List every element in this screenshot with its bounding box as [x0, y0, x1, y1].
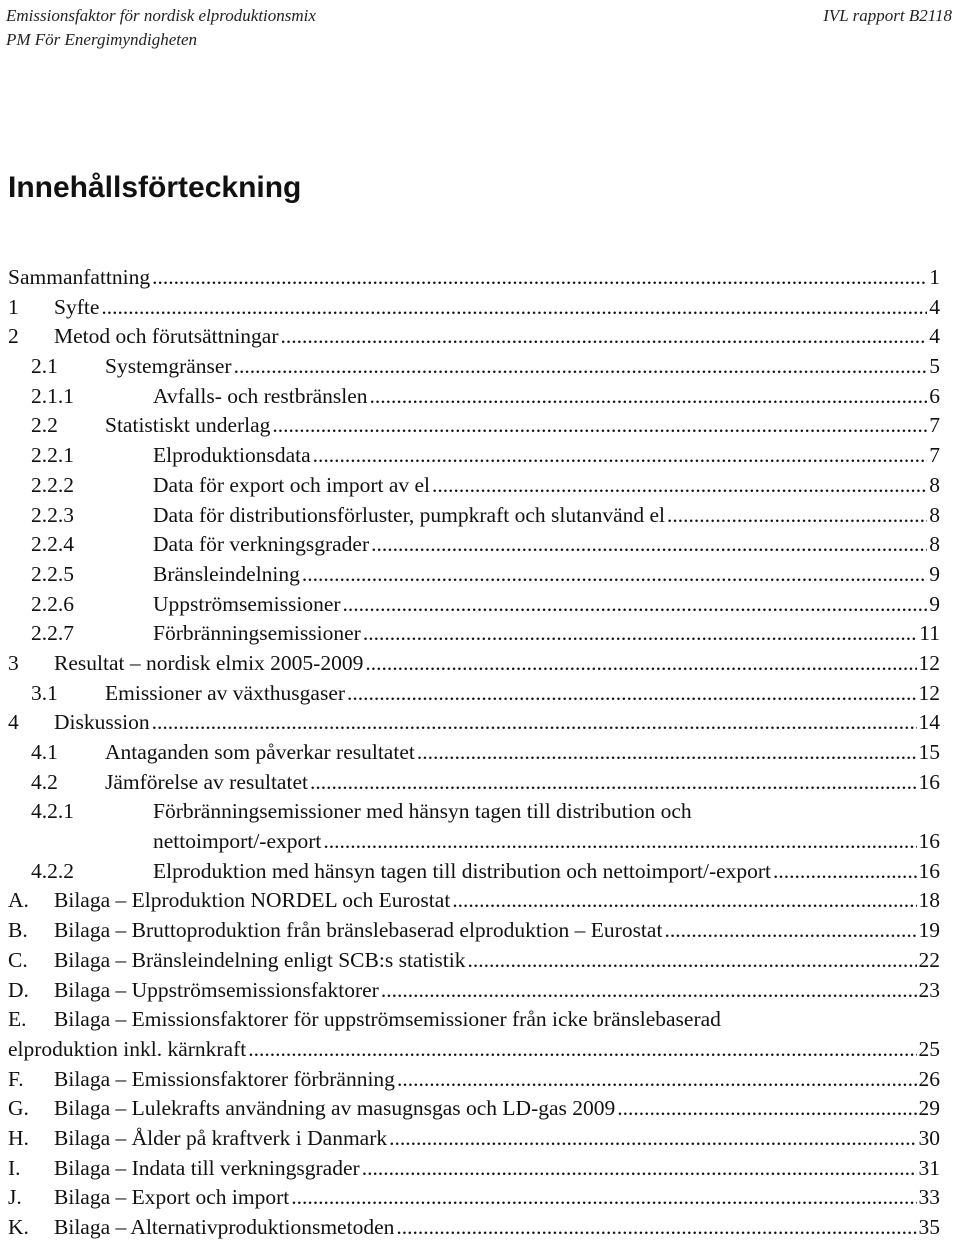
toc-entry[interactable]	[8, 590, 940, 620]
toc-entry-title: Bilaga – Emissionsfaktorer förbränning	[54, 1066, 395, 1091]
toc-leader-dots	[773, 857, 916, 887]
toc-entry-title: Bilaga – Indata till verkningsgrader	[54, 1155, 360, 1180]
toc-entry[interactable]	[8, 1124, 940, 1154]
toc-entry-title: Data för verkningsgrader	[153, 532, 370, 557]
toc-entry-title: Bilaga – Alternativproduktionsmetoden	[54, 1215, 395, 1239]
page-header	[6, 4, 954, 52]
toc-entry-number: D.	[8, 977, 29, 1002]
toc-entry[interactable]	[8, 738, 940, 768]
toc-entry-title: Systemgränser	[105, 354, 232, 379]
toc-entry-title: Elproduktionsdata	[153, 443, 311, 468]
toc-leader-dots	[417, 738, 917, 768]
toc-entry[interactable]	[8, 471, 940, 501]
toc-entry[interactable]	[8, 411, 940, 441]
toc-entry[interactable]	[8, 768, 940, 798]
toc-entry-title: Bilaga – Emissionsfaktorer för uppströmsemissioner från icke bränslebaserad	[54, 1007, 721, 1032]
toc-entry[interactable]	[8, 1183, 940, 1213]
toc-entry-number: 2.2.1	[31, 443, 74, 468]
toc-entry[interactable]	[8, 1094, 940, 1124]
toc-leader-dots	[432, 471, 927, 501]
toc-entry-number: 4	[8, 710, 19, 735]
toc-entry-number: F.	[8, 1066, 24, 1091]
toc-entry-page: 9	[929, 561, 940, 586]
toc-entry-page: 30	[918, 1125, 940, 1150]
toc-leader-dots	[370, 382, 928, 412]
toc-leader-dots	[310, 768, 917, 798]
toc-entry[interactable]	[8, 679, 940, 709]
toc-entry-page: 9	[929, 591, 940, 616]
toc-entry-page: 14	[918, 710, 940, 735]
toc-entry[interactable]	[8, 293, 940, 323]
toc-leader-dots	[362, 1154, 917, 1184]
page-title: Innehållsförteckning	[8, 171, 302, 204]
toc-leader-dots	[291, 1183, 916, 1213]
toc-entry-page: 16	[918, 858, 940, 883]
toc-entry[interactable]	[8, 352, 940, 382]
toc-leader-dots	[381, 976, 917, 1006]
toc-entry-title: Metod och förutsättningar	[54, 324, 279, 349]
toc-leader-dots	[343, 590, 928, 620]
toc-entry-number: 2.1	[31, 354, 58, 379]
toc-entry[interactable]	[8, 797, 940, 856]
toc-entry-number: H.	[8, 1125, 29, 1150]
toc-leader-dots	[667, 501, 927, 531]
toc-entry-page: 8	[929, 502, 940, 527]
toc-entry-number: 2.2.5	[31, 561, 74, 586]
toc-entry-number: C.	[8, 947, 28, 972]
toc-entry-page: 19	[918, 918, 940, 943]
toc-entry-title: Data för distributionsförluster, pumpkraft och slutanvänd el	[153, 502, 666, 527]
toc-entry-page: 23	[918, 977, 940, 1002]
toc-entry[interactable]	[8, 441, 940, 471]
header-report-title: Emissionsfaktor för nordisk elproduktionsmix	[6, 6, 316, 25]
toc-entry-title: Syfte	[54, 294, 100, 319]
toc-entry-page: 33	[918, 1185, 940, 1210]
toc-leader-dots	[617, 1094, 916, 1124]
toc-entry-title: Förbränningsemissioner	[153, 621, 361, 646]
toc-entry-title: Bilaga – Lulekrafts användning av masugnsgas och LD-gas 2009	[54, 1096, 616, 1121]
toc-entry-number: 3	[8, 650, 19, 675]
toc-entry-title: Bilaga – Bränsleindelning enligt SCB:s statistik	[54, 947, 466, 972]
toc-leader-dots	[397, 1065, 917, 1095]
toc-entry-page: 7	[929, 413, 940, 438]
toc-entry-title: Bränsleindelning	[153, 561, 300, 586]
toc-entry-page: 11	[919, 621, 940, 646]
toc-entry-number: 2.2	[31, 413, 58, 438]
toc-entry-number: 4.2	[31, 769, 58, 794]
toc-entry-number: 2.2.7	[31, 621, 74, 646]
toc-entry-title: Emissioner av växthusgaser	[105, 680, 346, 705]
toc-leader-dots	[152, 708, 917, 738]
toc-entry-number: 4.2.1	[31, 799, 74, 824]
toc-entry-title: Elproduktion med hänsyn tagen till distribution och nettoimport/-export	[153, 858, 772, 883]
toc-entry[interactable]	[8, 263, 940, 293]
toc-entry-page: 25	[918, 1036, 940, 1061]
toc-entry-number: 4.1	[31, 740, 58, 764]
toc-entry-title: Resultat – nordisk elmix 2005-2009	[54, 650, 364, 675]
toc-entry-number: 2.2.6	[31, 591, 74, 616]
toc-entry-page: 4	[929, 294, 940, 319]
toc-entry[interactable]	[8, 560, 940, 590]
toc-leader-dots	[152, 263, 927, 293]
toc-leader-dots	[281, 322, 928, 352]
toc-entry-title: Bilaga – Ålder på kraftverk i Danmark	[54, 1125, 388, 1150]
toc-leader-dots	[389, 1124, 916, 1154]
toc-entry-page: 15	[918, 740, 940, 764]
toc-leader-dots	[101, 293, 927, 323]
toc-entry-page: 22	[918, 947, 940, 972]
header-report-number: IVL rapport B2118	[823, 6, 952, 25]
toc-entry[interactable]	[8, 501, 940, 531]
toc-entry[interactable]	[8, 1213, 940, 1243]
toc-leader-dots	[323, 827, 916, 857]
header-client: PM För Energimyndigheten	[6, 30, 198, 49]
toc-entry[interactable]	[8, 1154, 940, 1184]
toc-entry-page: 16	[918, 769, 940, 794]
toc-entry[interactable]	[8, 857, 940, 887]
toc-entry[interactable]	[8, 976, 940, 1006]
toc-entry-page: 35	[918, 1215, 940, 1239]
toc-entry[interactable]	[8, 886, 940, 916]
toc-leader-dots	[234, 352, 928, 382]
toc-entry-number: G.	[8, 1096, 29, 1121]
toc-entry[interactable]	[8, 1065, 940, 1095]
toc-entry-number: 4.2.2	[31, 858, 74, 883]
toc-entry[interactable]	[8, 708, 940, 738]
toc-entry-title: Förbränningsemissioner med hänsyn tagen till distribution och	[153, 799, 692, 824]
toc-entry-title: Statistiskt underlag	[105, 413, 271, 438]
toc-leader-dots	[313, 441, 928, 471]
toc-entry-number: 3.1	[31, 680, 58, 705]
toc-entry-page: 6	[929, 383, 940, 408]
toc-entry-title-continued: nettoimport/-export	[153, 829, 322, 854]
toc-leader-dots	[467, 946, 916, 976]
toc-entry-page: 1	[929, 265, 940, 289]
toc-entry-number: E.	[8, 1007, 27, 1032]
toc-entry[interactable]	[8, 322, 940, 352]
toc-leader-dots	[248, 1035, 916, 1065]
toc-entry-number: B.	[8, 918, 28, 943]
toc-entry[interactable]	[8, 946, 940, 976]
toc-entry[interactable]	[8, 649, 940, 679]
header-left	[6, 4, 316, 52]
toc-entry-title: Bilaga – Elproduktion NORDEL och Eurostat	[54, 888, 451, 913]
toc-entry-title: Avfalls- och restbränslen	[153, 383, 368, 408]
table-of-contents	[8, 263, 940, 1243]
toc-entry-number: J.	[8, 1185, 22, 1210]
toc-entry-page: 29	[918, 1096, 940, 1121]
toc-entry-page: 31	[918, 1155, 940, 1180]
toc-entry-number: 1	[8, 294, 19, 319]
toc-leader-dots	[365, 649, 916, 679]
toc-entry-title: Data för export och import av el	[153, 472, 431, 497]
toc-entry-title: Bilaga – Uppströmsemissionsfaktorer	[54, 977, 379, 1002]
toc-entry[interactable]	[8, 916, 940, 946]
toc-entry[interactable]	[8, 530, 940, 560]
toc-entry-title: Sammanfattning	[8, 265, 151, 289]
toc-entry-title: Bilaga – Export och import	[54, 1185, 290, 1210]
toc-entry-page: 12	[918, 650, 940, 675]
toc-entry-page: 8	[929, 532, 940, 557]
toc-leader-dots	[347, 679, 916, 709]
toc-leader-dots	[396, 1213, 916, 1243]
toc-entry-page: 12	[918, 680, 940, 705]
toc-entry[interactable]	[8, 382, 940, 412]
toc-entry-title: Uppströmsemissioner	[153, 591, 341, 616]
toc-entry[interactable]	[8, 619, 940, 649]
toc-entry-page: 5	[929, 354, 940, 379]
toc-entry-number: A.	[8, 888, 29, 913]
toc-entry-number: 2.1.1	[31, 383, 74, 408]
toc-entry-number: 2.2.4	[31, 532, 74, 557]
toc-leader-dots	[664, 916, 916, 946]
toc-entry-title: Diskussion	[54, 710, 150, 735]
toc-entry-page: 16	[918, 829, 940, 854]
toc-entry-title: Bilaga – Bruttoproduktion från bränslebaserad elproduktion – Eurostat	[54, 918, 663, 943]
toc-leader-dots	[452, 886, 916, 916]
toc-entry-title: Jämförelse av resultatet	[105, 769, 308, 794]
toc-entry-number: I.	[8, 1155, 21, 1180]
toc-entry-page: 8	[929, 472, 940, 497]
toc-entry-title: Antaganden som påverkar resultatet	[105, 740, 415, 764]
toc-entry-page: 26	[918, 1066, 940, 1091]
toc-entry[interactable]	[8, 1005, 940, 1064]
toc-leader-dots	[363, 619, 917, 649]
toc-leader-dots	[371, 530, 927, 560]
toc-entry-number: 2	[8, 324, 19, 349]
toc-entry-number: K.	[8, 1215, 29, 1239]
toc-leader-dots	[302, 560, 927, 590]
toc-leader-dots	[272, 411, 927, 441]
toc-entry-number: 2.2.2	[31, 472, 74, 497]
toc-entry-title-continued: elproduktion inkl. kärnkraft	[8, 1036, 247, 1061]
toc-entry-page: 4	[929, 324, 940, 349]
toc-entry-page: 7	[929, 443, 940, 468]
toc-entry-page: 18	[918, 888, 940, 913]
toc-entry-number: 2.2.3	[31, 502, 74, 527]
